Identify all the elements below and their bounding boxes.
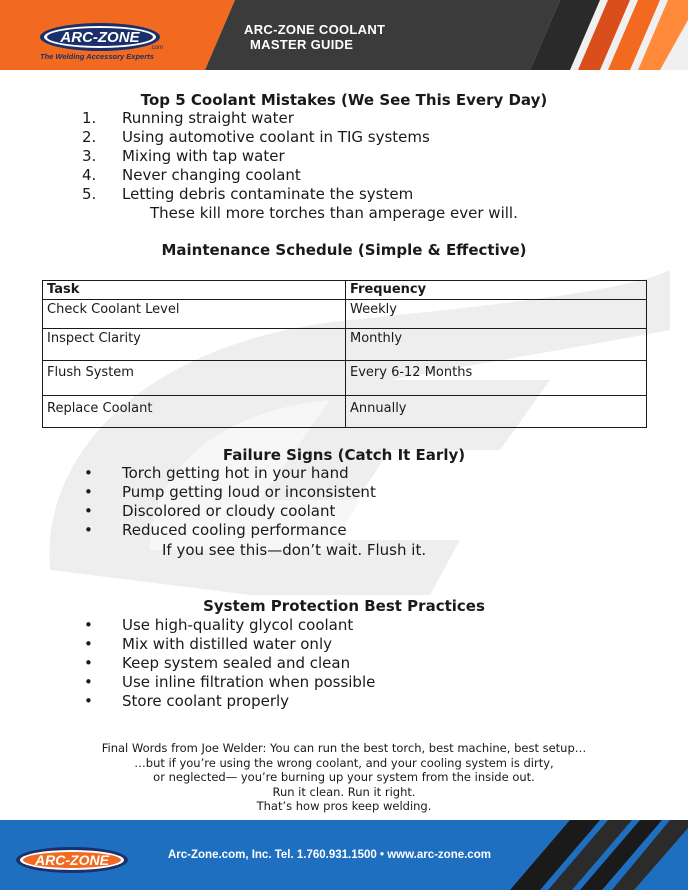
final-words-line: Run it clean. Run it right. bbox=[272, 784, 416, 799]
footer-arc-zone-logo bbox=[10, 844, 130, 884]
table-header-row bbox=[43, 281, 647, 300]
bullet: • bbox=[84, 483, 93, 501]
final-words-line: or neglected— you’re burning up your system from the inside out. bbox=[153, 770, 535, 784]
bullet: • bbox=[84, 464, 93, 482]
page-title-line2: MASTER GUIDE bbox=[250, 37, 354, 52]
list-item-text: Store coolant properly bbox=[122, 692, 290, 710]
failure-heading: Failure Signs (Catch It Early) bbox=[222, 446, 466, 464]
table-cell: Annually bbox=[346, 396, 647, 428]
bullet: • bbox=[84, 673, 93, 691]
list-item bbox=[0, 128, 688, 147]
bullet: • bbox=[84, 521, 93, 539]
table-row bbox=[43, 329, 647, 361]
list-item-text: Use high-quality glycol coolant bbox=[122, 616, 354, 634]
footer-logo-text: ARC-ZONE bbox=[35, 852, 109, 868]
list-item-text: Keep system sealed and clean bbox=[122, 654, 351, 672]
final-words-line: That’s how pros keep welding. bbox=[256, 799, 432, 813]
protection-list bbox=[0, 616, 688, 711]
list-number: 3. bbox=[82, 147, 97, 165]
logo-text: ARC-ZONE bbox=[60, 29, 140, 46]
table-cell: Inspect Clarity bbox=[43, 329, 346, 361]
logo-sub-text: .com bbox=[150, 45, 164, 51]
list-item bbox=[0, 147, 688, 166]
list-number: 5. bbox=[82, 185, 97, 203]
list-item bbox=[0, 464, 688, 483]
list-item-text: Letting debris contaminate the system bbox=[122, 185, 414, 203]
list-item bbox=[0, 654, 688, 673]
list-item-text: Use inline filtration when possible bbox=[122, 673, 376, 691]
list-item-text: Running straight water bbox=[122, 109, 294, 127]
schedule-heading: Maintenance Schedule (Simple & Effective) bbox=[161, 241, 527, 259]
table-row bbox=[43, 300, 647, 329]
logo-tagline: The Welding Accessory Experts bbox=[40, 52, 154, 61]
table-row bbox=[43, 396, 647, 428]
bullet: • bbox=[84, 502, 93, 520]
failure-list bbox=[0, 464, 688, 540]
bullet: • bbox=[84, 616, 93, 634]
table-cell: Weekly bbox=[346, 300, 647, 329]
final-words bbox=[0, 741, 688, 814]
footer-contact: Arc-Zone.com, Inc. Tel. 1.760.931.1500 • www.arc-zone.com bbox=[168, 849, 491, 861]
page-title-line1: ARC-ZONE COOLANT bbox=[244, 22, 386, 37]
table-header-task: Task bbox=[43, 281, 346, 300]
list-item-text: Torch getting hot in your hand bbox=[122, 464, 349, 482]
failure-note: If you see this—don’t wait. Flush it. bbox=[162, 541, 427, 559]
list-item-text: Reduced cooling performance bbox=[122, 521, 347, 539]
bullet: • bbox=[84, 692, 93, 710]
list-item bbox=[0, 635, 688, 654]
list-item-text: Mixing with tap water bbox=[122, 147, 285, 165]
final-words-line: …but if you’re using the wrong coolant, and your cooling system is dirty, bbox=[134, 755, 554, 770]
list-number: 2. bbox=[82, 128, 97, 146]
list-item-text: Never changing coolant bbox=[122, 166, 301, 184]
list-item bbox=[0, 502, 688, 521]
list-item bbox=[0, 521, 688, 540]
mistakes-heading: Top 5 Coolant Mistakes (We See This Every Day) bbox=[140, 91, 548, 109]
bullet: • bbox=[84, 635, 93, 653]
bullet: • bbox=[84, 654, 93, 672]
list-item bbox=[0, 185, 688, 204]
final-words-line: Final Words from Joe Welder: You can run the best torch, best machine, best setup… bbox=[101, 741, 587, 755]
list-number: 4. bbox=[82, 166, 97, 184]
table-cell: Every 6-12 Months bbox=[346, 361, 647, 396]
mistakes-note: These kill more torches than amperage ever will. bbox=[150, 204, 518, 222]
list-item bbox=[0, 673, 688, 692]
list-item bbox=[0, 166, 688, 185]
table-cell: Flush System bbox=[43, 361, 346, 396]
mistakes-list bbox=[0, 109, 688, 204]
list-item-text: Pump getting loud or inconsistent bbox=[122, 483, 376, 501]
page-footer bbox=[0, 820, 688, 890]
list-item bbox=[0, 616, 688, 635]
table-cell: Replace Coolant bbox=[43, 396, 346, 428]
list-item-text: Using automotive coolant in TIG systems bbox=[122, 128, 430, 146]
table-header-frequency: Frequency bbox=[346, 281, 647, 300]
list-item bbox=[0, 109, 688, 128]
list-number: 1. bbox=[82, 109, 97, 127]
table-cell: Check Coolant Level bbox=[43, 300, 346, 329]
list-item bbox=[0, 483, 688, 502]
table-cell: Monthly bbox=[346, 329, 647, 361]
protection-heading: System Protection Best Practices bbox=[203, 597, 485, 615]
list-item-text: Discolored or cloudy coolant bbox=[122, 502, 336, 520]
list-item-text: Mix with distilled water only bbox=[122, 635, 332, 653]
table-row bbox=[43, 361, 647, 396]
list-item bbox=[0, 692, 688, 711]
maintenance-schedule-table bbox=[42, 280, 647, 428]
